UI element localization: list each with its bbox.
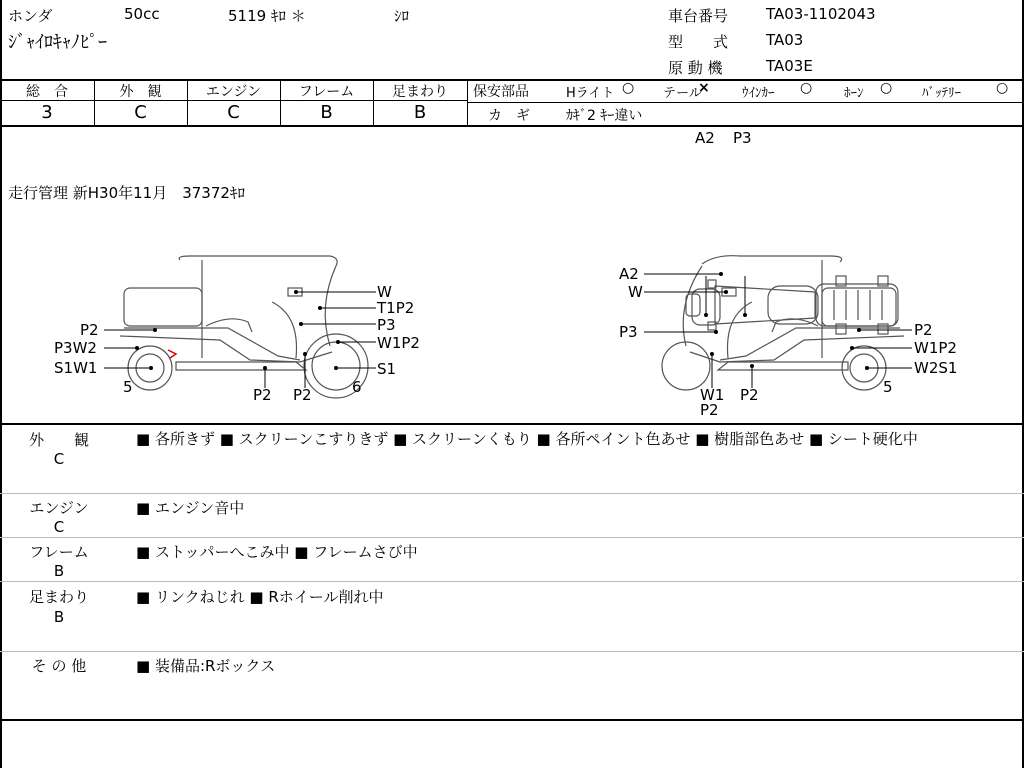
- label-left-w1p2: W1P2: [377, 334, 420, 352]
- grade-overall: 3: [41, 102, 53, 123]
- key-value: ｶｷﾞ2 ｷｰ違い: [566, 108, 643, 124]
- safety-mark-taillight: ×: [698, 80, 710, 96]
- note-exterior-label: 外 観: [28, 431, 89, 449]
- safety-mark-headlight: ○: [622, 80, 635, 96]
- label-left-w: W: [377, 283, 392, 301]
- grade-overall-label: 総 合: [26, 84, 68, 100]
- note-engine-label: エンジン: [29, 499, 89, 517]
- label-left-s1: S1: [377, 360, 397, 378]
- top-view-drawing: [686, 276, 898, 334]
- label-left-s1w1: S1W1: [54, 359, 98, 377]
- body-color: ｼﾛ: [394, 7, 410, 25]
- label-right-w1p2: W1P2: [914, 339, 957, 357]
- frame-number-label: 車台番号: [668, 7, 729, 25]
- label-right-p2-lower: P2: [700, 401, 719, 419]
- label-right-w1: W1: [700, 386, 725, 404]
- safety-item-taillight: テール: [663, 86, 702, 101]
- label-top-p3: P3: [733, 129, 752, 147]
- note-frame-label: フレーム: [29, 543, 89, 561]
- safety-parts-title: 保安部品: [473, 84, 529, 100]
- label-left-p2-rear: P2: [80, 321, 99, 339]
- label-right-p3: P3: [619, 323, 638, 341]
- frame-number: TA03-1102043: [766, 5, 876, 23]
- label-left-p2-floor: P2: [253, 386, 272, 404]
- note-suspension-label: 足まわり: [28, 588, 89, 606]
- label-top-a2: A2: [695, 129, 715, 147]
- mileage-note: 走行管理 新H30年11月 37372ｷﾛ: [8, 184, 245, 202]
- grade-frame: B: [320, 102, 333, 123]
- safety-item-horn: ﾎｰﾝ: [844, 86, 864, 101]
- note-frame-grade: B: [53, 562, 65, 580]
- note-engine-grade: C: [53, 518, 65, 536]
- label-right-w2s1: W2S1: [914, 359, 958, 377]
- engine-type: TA03E: [766, 57, 813, 75]
- key-label: カ ギ: [488, 108, 530, 124]
- label-left-6: 6: [352, 378, 362, 396]
- grade-engine-label: エンジン: [205, 84, 262, 100]
- note-other-label: そ の 他: [31, 657, 87, 675]
- vehicle-damage-diagram: [0, 126, 1024, 422]
- safety-item-winker: ｳｲﾝｶｰ: [742, 86, 775, 101]
- note-exterior-text: ■ 各所きず ■ スクリーンこすりきず ■ スクリーンくもり ■ 各所ペイント色あせ ■ 樹脂部色あせ ■ シート硬化中: [136, 430, 918, 448]
- note-exterior-grade: C: [53, 450, 65, 468]
- safety-mark-battery: ○: [996, 80, 1009, 96]
- model-type: TA03: [766, 31, 804, 49]
- note-suspension-text: ■ リンクねじれ ■ Rホイール削れ中: [136, 588, 384, 606]
- left-side-view-drawing: [120, 256, 368, 398]
- safety-item-battery: ﾊﾞｯﾃﾘｰ: [922, 86, 961, 101]
- note-engine-text: ■ エンジン音中: [136, 499, 245, 517]
- label-left-p2-front: P2: [293, 386, 312, 404]
- engine-type-label: 原 動 機: [668, 59, 723, 77]
- grade-suspension: B: [413, 102, 427, 123]
- label-right-w: W: [628, 283, 643, 301]
- label-right-p2-floor: P2: [740, 386, 759, 404]
- odometer: 5119 ｷﾛ ＊: [228, 7, 306, 25]
- grade-engine: C: [227, 102, 240, 123]
- label-left-p3w2: P3W2: [54, 339, 97, 357]
- note-suspension-grade: B: [53, 608, 65, 626]
- safety-mark-horn: ○: [880, 80, 893, 96]
- label-right-p2: P2: [914, 321, 933, 339]
- grade-frame-label: フレーム: [298, 84, 355, 100]
- maker: ホンダ: [8, 7, 53, 25]
- grade-exterior: C: [134, 102, 147, 123]
- label-left-t1p2: T1P2: [377, 299, 415, 317]
- label-right-5: 5: [883, 378, 893, 396]
- grade-suspension-label: 足まわり: [392, 84, 448, 100]
- safety-item-headlight: Hライト: [566, 86, 615, 101]
- note-frame-text: ■ ストッパーへこみ中 ■ フレームさび中: [136, 543, 418, 561]
- label-left-p3: P3: [377, 316, 396, 334]
- label-right-a2: A2: [619, 265, 639, 283]
- note-other-text: ■ 装備品:Rボックス: [136, 657, 276, 675]
- model-name: ｼﾞｬｲﾛｷｬﾉﾋﾟｰ: [8, 32, 107, 53]
- model-type-label: 型 式: [668, 33, 729, 51]
- displacement: 50cc: [124, 5, 160, 23]
- label-left-5: 5: [123, 378, 133, 396]
- grade-exterior-label: 外 観: [119, 84, 162, 100]
- safety-mark-winker: ○: [800, 80, 813, 96]
